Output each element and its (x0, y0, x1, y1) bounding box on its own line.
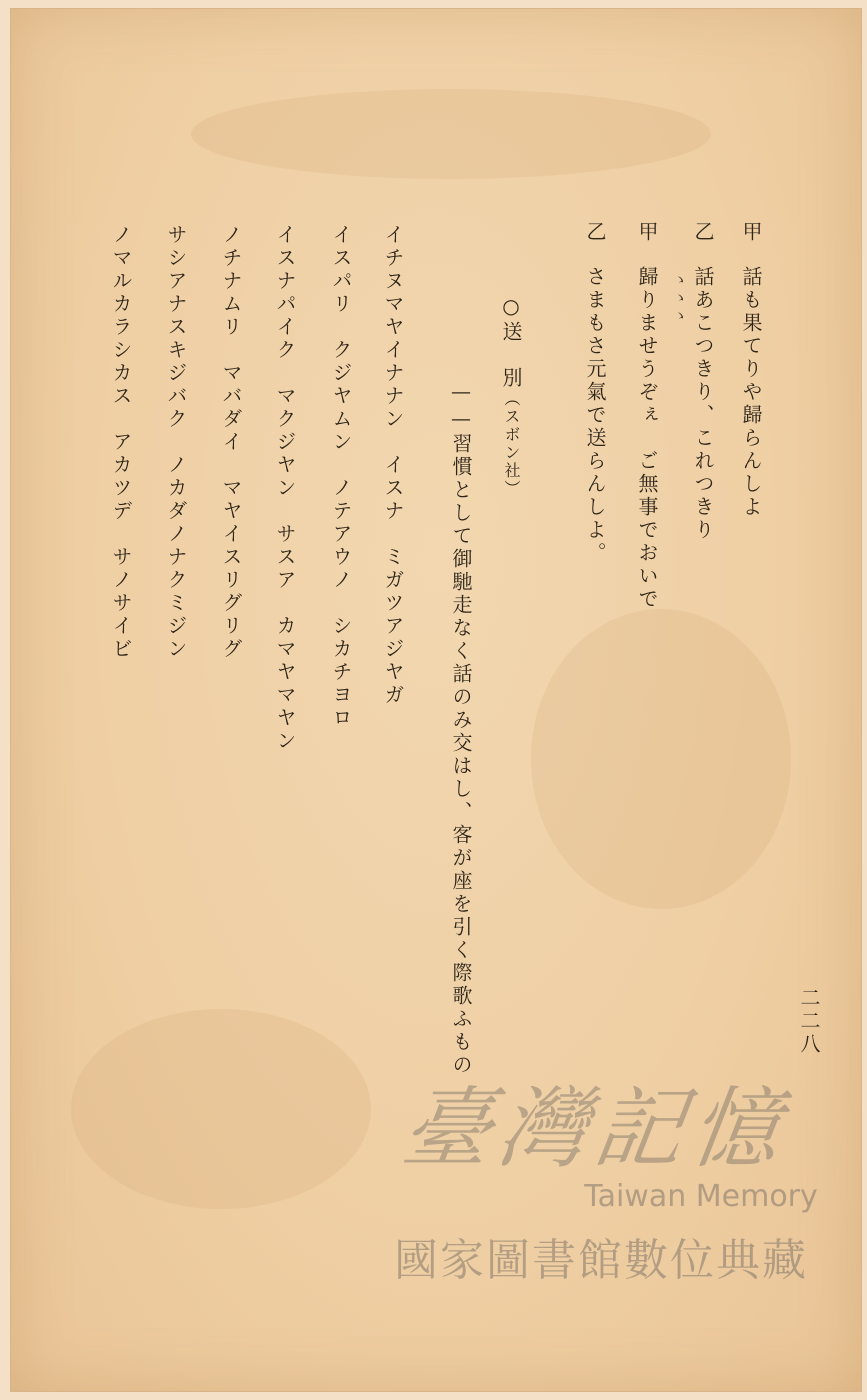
speaker-label: 乙 (691, 221, 715, 244)
dialogue-text: 話あこつきり、これつきり (691, 266, 715, 542)
speaker-label: 甲 (635, 221, 659, 244)
paper-stain (531, 609, 791, 909)
dialogue-line-2 (693, 221, 713, 542)
dialogue-line-4 (585, 221, 605, 565)
song-line-6: ノマルカラシカス アカツデ サノサイビ (109, 224, 133, 661)
dialogue-line-3 (637, 221, 657, 611)
song-line-4: ノチナムリ マバダイ マヤイスリグリグ (219, 224, 243, 661)
watermark-library: 國家圖書館數位典藏 (394, 1235, 808, 1286)
ruby-marks: ゝゝゝ (670, 271, 689, 325)
song-line-3: イスナパイク マクジヤン サスア カマヤマヤン (273, 224, 297, 753)
song-line-2: イスパリ クジヤムン ノテアウノ シカチヨロ (329, 224, 353, 730)
song-line-5: サシアナスキジバク ノカダノナクミジン (164, 224, 188, 661)
dialogue-text: 歸りませうぞぇ ご無事でおいで (635, 266, 659, 611)
book-page (10, 8, 862, 1392)
watermark-logo: 臺灣記憶 (395, 1077, 795, 1180)
speaker-label: 甲 (739, 221, 763, 244)
page-number: 二二八 (797, 987, 821, 1056)
speaker-label: 乙 (583, 221, 607, 244)
watermark-english: Taiwan Memory (584, 1179, 818, 1214)
paper-stain (71, 1009, 371, 1209)
dialogue-text: さまもさ元氣で送らんしよ。 (583, 266, 607, 565)
dialogue-line-1 (741, 221, 761, 519)
paper-stain (191, 89, 711, 179)
section-title: ○送 別（スボン社） (499, 294, 523, 498)
song-line-1: イチヌマヤイナナン イスナ ミガツアジヤガ (381, 224, 405, 707)
dialogue-text: 話も果てりや歸らんしよ (739, 266, 763, 519)
section-note: （スボン社） (502, 390, 521, 498)
section-description: ——習慣として御馳走なく話のみ交はし、客が座を引く際歌ふもの (449, 379, 473, 1077)
